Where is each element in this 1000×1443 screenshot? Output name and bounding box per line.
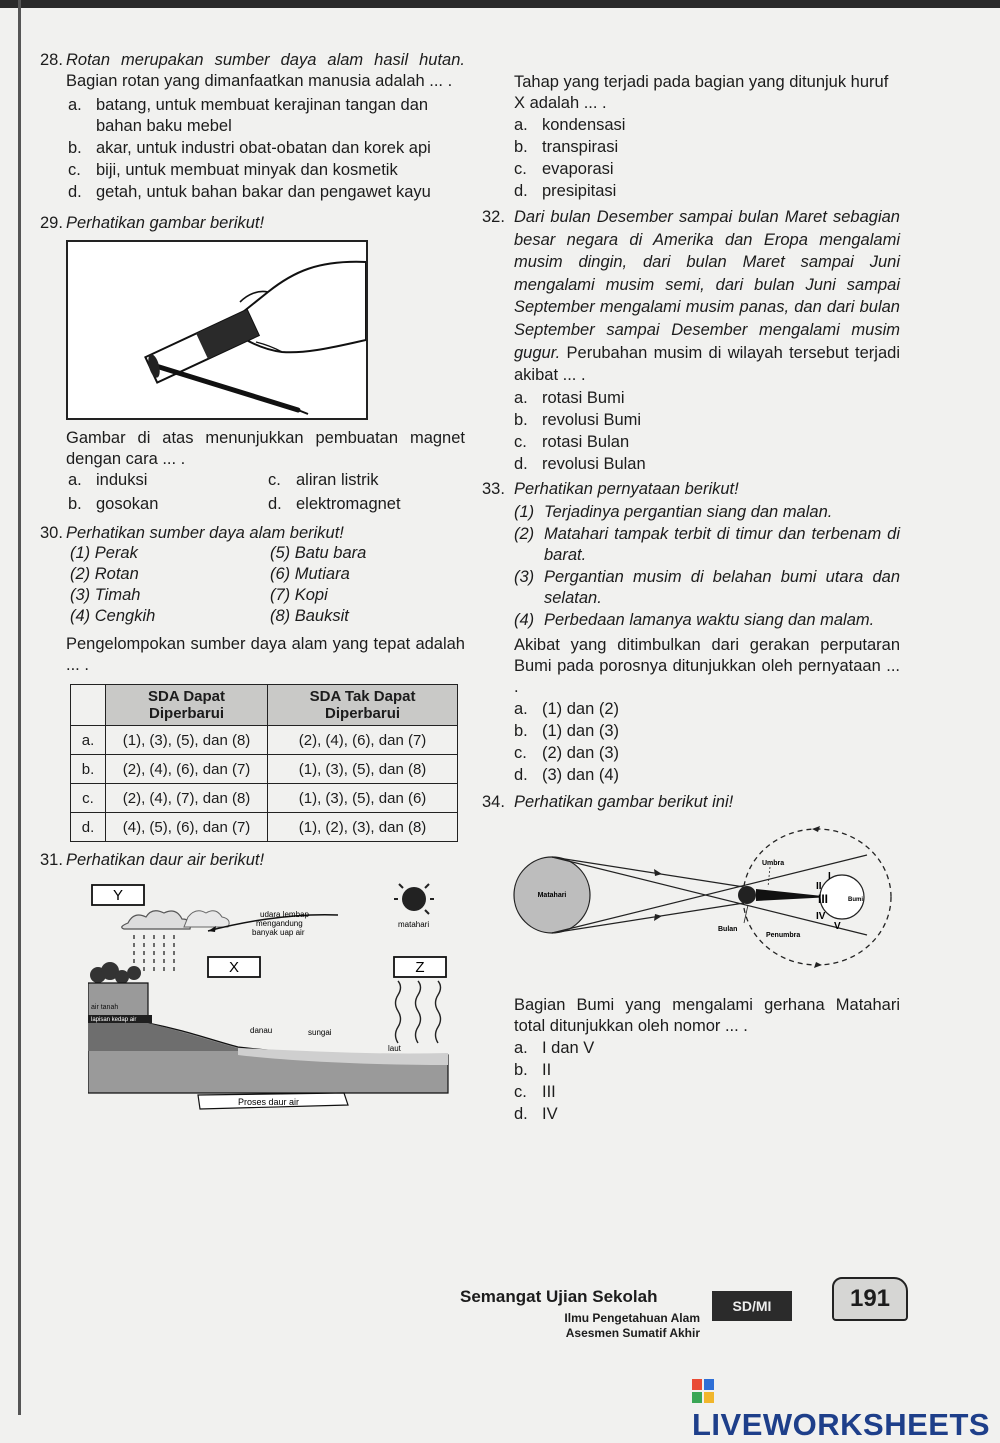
- region-v: V: [834, 920, 841, 932]
- statement-item: (4) Perbedaan lamanya waktu siang dan malam.: [514, 610, 875, 629]
- question-stem: Perhatikan sumber daya alam berikut!: [66, 524, 344, 542]
- question-29: [40, 213, 465, 515]
- level-badge: SD/MI: [712, 1291, 792, 1321]
- option-a[interactable]: a. batang, untuk membuat kerajinan tangan dan bahan baku mebel: [68, 96, 429, 135]
- resource-item: (7) Kopi: [270, 586, 328, 604]
- option-d[interactable]: d. IV: [514, 1104, 558, 1123]
- option-c[interactable]: c. aliran listrik: [268, 471, 379, 489]
- label-air-tanah: air tanah: [91, 1004, 119, 1011]
- region-iii: III: [818, 891, 829, 906]
- label-udara-2: mengandung: [256, 919, 303, 928]
- right-column: [482, 72, 900, 1125]
- magnet-figure: [66, 240, 368, 420]
- question-text: Gambar di atas menunjukkan pembuatan magnet dengan cara ... .: [66, 429, 465, 468]
- label-lapisan: lapisan kedap air: [91, 1017, 137, 1023]
- page-number: 191: [832, 1277, 908, 1321]
- question-31-continued: [482, 72, 900, 202]
- option-c[interactable]: c. evaporasi: [514, 160, 614, 178]
- question-number: 32.: [482, 208, 505, 226]
- question-stem: Perhatikan daur air berikut!: [66, 851, 265, 869]
- question-32: [482, 206, 900, 475]
- option-c[interactable]: c. III: [514, 1082, 556, 1101]
- label-y: Y: [112, 887, 124, 904]
- label-umbra: Umbra: [762, 859, 785, 867]
- table-header: SDA Dapat Diperbarui: [106, 685, 268, 726]
- label-penumbra: Penumbra: [766, 931, 801, 939]
- option-a[interactable]: a. induksi: [68, 471, 148, 489]
- option-b[interactable]: b. gosokan: [68, 495, 159, 513]
- question-stem-italic: Dari bulan Desember sampai bulan Maret sebagian besar negara di Amerika dan Eropa mengalami musim dingin, dari bulan Maret sampai Juni mengalami musim semi, dari bulan Juni sampai September mengalami musim panas, dan dari bulan September sampai Desember mengalami musim gugur.: [514, 208, 900, 362]
- figure-caption: Proses daur air: [238, 1097, 300, 1107]
- option-c[interactable]: c. (2) dan (3): [514, 743, 620, 762]
- option-a[interactable]: a. I dan V: [514, 1038, 595, 1057]
- label-udara-1: udara lembap: [260, 910, 309, 919]
- region-iv: IV: [816, 910, 826, 922]
- liveworksheets-watermark: LIVEWORKSHEETS: [692, 1371, 1000, 1443]
- option-b[interactable]: b. II: [514, 1060, 552, 1079]
- statement-item: (2) Matahari tampak terbit di timur dan terbenam di barat.: [514, 524, 900, 564]
- resource-item: (2) Rotan: [70, 565, 139, 583]
- page-top-border: [0, 0, 1000, 8]
- option-a[interactable]: a. rotasi Bumi: [514, 388, 625, 407]
- question-stem: Perhatikan pernyataan berikut!: [514, 479, 739, 498]
- option-d[interactable]: d. (3) dan (4): [514, 765, 620, 784]
- option-a[interactable]: a. kondensasi: [514, 116, 626, 134]
- options-grid: [68, 470, 465, 515]
- eclipse-figure: [512, 825, 892, 985]
- question-stem-italic: Rotan merupakan sumber daya alam hasil hutan.: [66, 51, 465, 69]
- label-matahari: matahari: [398, 920, 430, 929]
- question-number: 30.: [40, 524, 63, 542]
- label-udara-3: banyak uap air: [252, 928, 305, 937]
- option-b[interactable]: b. transpirasi: [514, 138, 619, 156]
- table-row[interactable]: c. (2), (4), (7), dan (8) (1), (3), (5), dan (6): [71, 784, 458, 813]
- option-b[interactable]: b. akar, untuk industri obat-obatan dan korek api: [68, 139, 431, 157]
- option-b[interactable]: b. revolusi Bumi: [514, 410, 642, 429]
- question-text: Tahap yang terjadi pada bagian yang ditunjuk huruf X adalah ... .: [514, 73, 889, 112]
- option-a[interactable]: a. (1) dan (2): [514, 699, 620, 718]
- question-30: [40, 523, 465, 842]
- question-34: [482, 792, 900, 1125]
- question-stem: Perhatikan gambar berikut ini!: [514, 792, 734, 811]
- label-z: Z: [415, 959, 425, 976]
- resource-item: (6) Mutiara: [270, 565, 350, 583]
- statement-item: (3) Pergantian musim di belahan bumi utara dan selatan.: [514, 567, 900, 607]
- solar-eclipse-illustration: [512, 825, 892, 985]
- question-text: Pengelompokan sumber daya alam yang tepat adalah ... .: [66, 635, 465, 674]
- question-33: [482, 479, 900, 786]
- answer-table: [70, 684, 458, 842]
- label-laut: laut: [388, 1044, 401, 1053]
- region-ii: II: [816, 880, 822, 892]
- label-bumi: Bumi: [848, 896, 863, 903]
- question-number: 31.: [40, 851, 63, 869]
- question-number: 29.: [40, 214, 63, 232]
- question-stem: Perubahan musim di wilayah tersebut terjadi akibat ... .: [514, 343, 900, 385]
- magnet-stroking-illustration: [68, 242, 366, 418]
- water-cycle-figure: [88, 883, 458, 1123]
- option-b[interactable]: b. (1) dan (3): [514, 721, 620, 740]
- table-row[interactable]: b. (2), (4), (6), dan (7) (1), (3), (5), dan (8): [71, 755, 458, 784]
- footer-title: Semangat Ujian Sekolah: [460, 1287, 658, 1306]
- table-row[interactable]: a. (1), (3), (5), dan (8) (2), (4), (6), dan (7): [71, 726, 458, 755]
- resource-item: (1) Perak: [70, 544, 138, 562]
- option-d[interactable]: d. revolusi Bulan: [514, 454, 646, 473]
- liveworksheets-logo-icon: [692, 1379, 714, 1403]
- option-c[interactable]: c. rotasi Bulan: [514, 432, 630, 451]
- question-31: [40, 850, 465, 1123]
- question-stem: Perhatikan gambar berikut!: [66, 214, 265, 232]
- option-c[interactable]: c. biji, untuk membuat minyak dan kosmetik: [68, 161, 398, 179]
- label-matahari: Matahari: [537, 891, 567, 899]
- resource-item: (4) Cengkih: [70, 607, 156, 625]
- table-header-row: [71, 685, 458, 726]
- footer-subtitle: Ilmu Pengetahuan Alam Asesmen Sumatif Akhir: [564, 1311, 700, 1340]
- statement-item: (1) Terjadinya pergantian siang dan malan.: [514, 502, 833, 521]
- question-text: Bagian Bumi yang mengalami gerhana Matahari total ditunjukkan oleh nomor ... .: [514, 995, 900, 1035]
- table-row[interactable]: d. (4), (5), (6), dan (7) (1), (2), (3), dan (8): [71, 813, 458, 842]
- table-header: SDA Tak Dapat Diperbarui: [268, 685, 458, 726]
- label-bulan: Bulan: [718, 925, 738, 933]
- label-x: X: [228, 959, 240, 976]
- resource-item: (8) Bauksit: [270, 607, 349, 625]
- option-d[interactable]: d. presipitasi: [514, 182, 617, 200]
- left-column: [40, 50, 465, 1123]
- question-number: 28.: [40, 51, 63, 69]
- question-28: [40, 50, 465, 203]
- resource-list: [70, 544, 465, 626]
- resource-item: (5) Batu bara: [270, 544, 367, 562]
- region-i: I: [828, 870, 831, 882]
- option-d[interactable]: d. getah, untuk bahan bakar dan pengawet kayu: [68, 183, 431, 201]
- option-d[interactable]: d. elektromagnet: [268, 495, 401, 513]
- page-left-border: [18, 0, 21, 1415]
- label-danau: danau: [250, 1026, 273, 1035]
- statement-list: [514, 502, 900, 631]
- resource-item: (3) Timah: [70, 586, 141, 604]
- question-text: Akibat yang ditimbulkan dari gerakan perputaran Bumi pada porosnya ditunjukkan oleh pernyataan ... .: [514, 635, 900, 696]
- label-sungai: sungai: [308, 1028, 332, 1037]
- water-cycle-illustration: [88, 883, 458, 1123]
- question-stem: Bagian rotan yang dimanfaatkan manusia adalah ... .: [66, 72, 453, 90]
- question-number: 33.: [482, 479, 505, 498]
- question-number: 34.: [482, 792, 505, 811]
